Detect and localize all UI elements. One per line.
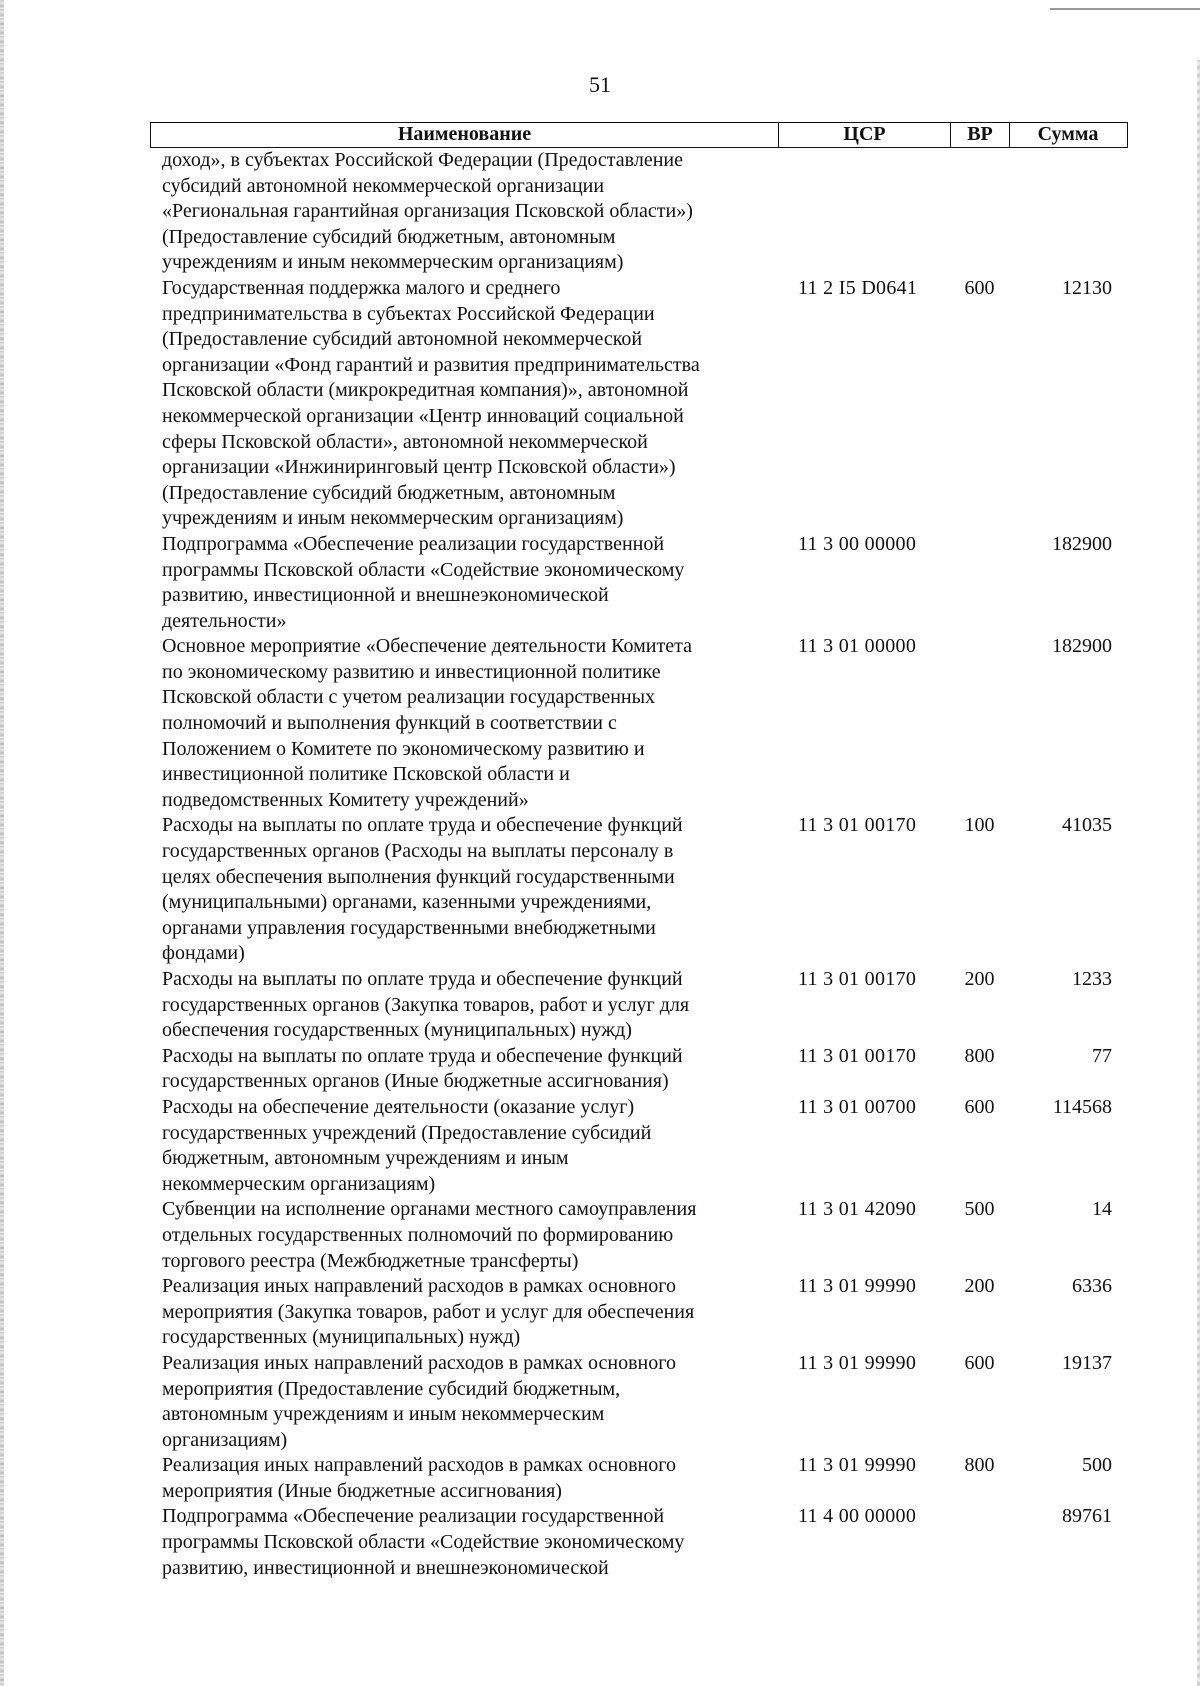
row-csr: 11 3 01 00700 bbox=[798, 1095, 917, 1118]
table-header bbox=[150, 122, 1128, 148]
table-row bbox=[150, 1453, 1128, 1504]
row-sum: 182900 bbox=[1052, 532, 1112, 555]
table-row bbox=[150, 1351, 1128, 1453]
scan-edge-left bbox=[0, 0, 4, 1686]
row-csr: 11 3 01 99990 bbox=[798, 1454, 917, 1477]
header-csr: ЦСР bbox=[779, 123, 951, 147]
row-name: Основное мероприятие «Обеспечение деятельности Комитета по экономическому развитию и инвестиционной политике Псковской области с учетом реализации государственных полномочий и выполнения функций в соответствии с Положением о Комитете по экономическому развитию и инвестиционной политике Псковской области и подведомственных Комитету учреждений» bbox=[162, 635, 692, 811]
table-row bbox=[150, 1504, 1128, 1581]
row-csr: 11 3 01 00170 bbox=[798, 968, 917, 990]
table-row bbox=[150, 813, 1128, 967]
row-csr: 11 2 I5 D0641 bbox=[798, 276, 918, 299]
row-name: Подпрограмма «Обеспечение реализации государственной программы Псковской области «Содействие экономическому развитию, инвестиционной и внешнеэкономической bbox=[162, 1505, 685, 1579]
row-csr: 11 3 01 42090 bbox=[798, 1198, 917, 1221]
row-sum: 1233 bbox=[1072, 968, 1112, 990]
row-sum: 114568 bbox=[1052, 1095, 1112, 1118]
row-name: Реализация иных направлений расходов в рамках основного мероприятия (Иные бюджетные ассигнования) bbox=[162, 1454, 676, 1502]
row-name: Государственная поддержка малого и среднего предпринимательства в субъектах Российской Федерации (Предоставление субсидий автономной некоммерческой организации «Фонд гарантий и развития предпринимательства Псковской области (микрокредитная компания)», автономной некоммерческой организации «Центр инноваций социальной сферы Псковской области», автономной некоммерческой организации «Инжиниринговый центр Псковской области») (Предоставление субсидий бюджетным, автономным учреждениям и иным некоммерческим организациям) bbox=[162, 276, 700, 530]
row-name: Подпрограмма «Обеспечение реализации государственной программы Псковской области «Содействие экономическому развитию, инвестиционной и внешнеэкономической деятельности» bbox=[162, 532, 685, 632]
row-csr: 11 4 00 00000 bbox=[798, 1505, 917, 1528]
row-name: доход», в субъектах Российской Федерации (Предоставление субсидий автономной некоммерческой организации «Региональная гарантийная организация Псковской области») (Предоставление субсидий бюджетным, автономным учреждениям и иным некоммерческим организациям) bbox=[162, 149, 693, 274]
row-csr: 11 3 01 00170 bbox=[798, 1044, 917, 1067]
row-csr: 11 3 01 00170 bbox=[798, 814, 917, 837]
budget-table bbox=[150, 122, 1128, 1581]
row-name: Расходы на обеспечение деятельности (оказание услуг) государственных учреждений (Предоставление субсидий бюджетным, автономным учреждениям и иным некоммерческим организациям) bbox=[162, 1095, 652, 1195]
row-vr: 600 bbox=[964, 1351, 995, 1374]
table-row bbox=[150, 1274, 1128, 1351]
row-vr: 500 bbox=[964, 1198, 995, 1221]
table-row bbox=[150, 1044, 1128, 1095]
row-vr: 600 bbox=[964, 1095, 995, 1118]
row-sum: 500 bbox=[1082, 1454, 1112, 1477]
row-sum: 89761 bbox=[1062, 1505, 1112, 1528]
row-sum: 6336 bbox=[1072, 1275, 1112, 1298]
row-name: Реализация иных направлений расходов в рамках основного мероприятия (Закупка товаров, работ и услуг для обеспечения государственных (муниципальных) нужд) bbox=[162, 1275, 695, 1349]
table-row bbox=[150, 1197, 1128, 1274]
table-row bbox=[150, 148, 1128, 276]
row-vr: 800 bbox=[964, 1454, 995, 1477]
scan-top-rule bbox=[1050, 8, 1200, 10]
table-row bbox=[150, 1095, 1128, 1197]
table-row bbox=[150, 967, 1128, 1044]
row-sum: 182900 bbox=[1052, 635, 1112, 658]
row-name: Расходы на выплаты по оплате труда и обеспечение функций государственных органов (Иные бюджетные ассигнования) bbox=[162, 1044, 683, 1093]
row-csr: 11 3 01 00000 bbox=[798, 635, 917, 658]
row-name: Субвенции на исполнение органами местного самоуправления отдельных государственных полномочий по формированию торгового реестра (Межбюджетные трансферты) bbox=[162, 1198, 697, 1272]
row-vr: 200 bbox=[964, 968, 995, 990]
row-sum: 12130 bbox=[1062, 276, 1112, 299]
row-vr: 600 bbox=[964, 276, 995, 299]
header-vr: ВР bbox=[951, 123, 1010, 147]
row-vr: 100 bbox=[964, 814, 995, 837]
table-row bbox=[150, 634, 1128, 813]
row-vr: 800 bbox=[964, 1044, 995, 1067]
row-csr: 11 3 00 00000 bbox=[798, 532, 917, 555]
header-sum: Сумма bbox=[1037, 123, 1099, 145]
page-number: 51 bbox=[589, 72, 611, 97]
row-name: Расходы на выплаты по оплате труда и обеспечение функций государственных органов (Расходы на выплаты персоналу в целях обеспечения выполнения функций государственными (муниципальными) органами, казенными учреждениями, органами управления государственными внебюджетными фондами) bbox=[162, 814, 683, 965]
row-vr: 200 bbox=[964, 1275, 995, 1298]
row-sum: 41035 bbox=[1062, 814, 1112, 837]
row-csr: 11 3 01 99990 bbox=[798, 1275, 917, 1298]
table-body bbox=[150, 148, 1128, 1581]
row-sum: 14 bbox=[1092, 1198, 1112, 1221]
row-name: Реализация иных направлений расходов в рамках основного мероприятия (Предоставление субсидий бюджетным, автономным учреждениям и иным некоммерческим организациям) bbox=[162, 1351, 676, 1451]
row-name: Расходы на выплаты по оплате труда и обеспечение функций государственных органов (Закупка товаров, работ и услуг для обеспечения государственных (муниципальных) нужд) bbox=[162, 968, 690, 1042]
row-sum: 77 bbox=[1092, 1044, 1112, 1067]
table-row bbox=[150, 532, 1128, 634]
header-name: Наименование bbox=[151, 123, 779, 147]
row-sum: 19137 bbox=[1062, 1351, 1112, 1374]
row-csr: 11 3 01 99990 bbox=[798, 1351, 917, 1374]
table-row bbox=[150, 276, 1128, 532]
